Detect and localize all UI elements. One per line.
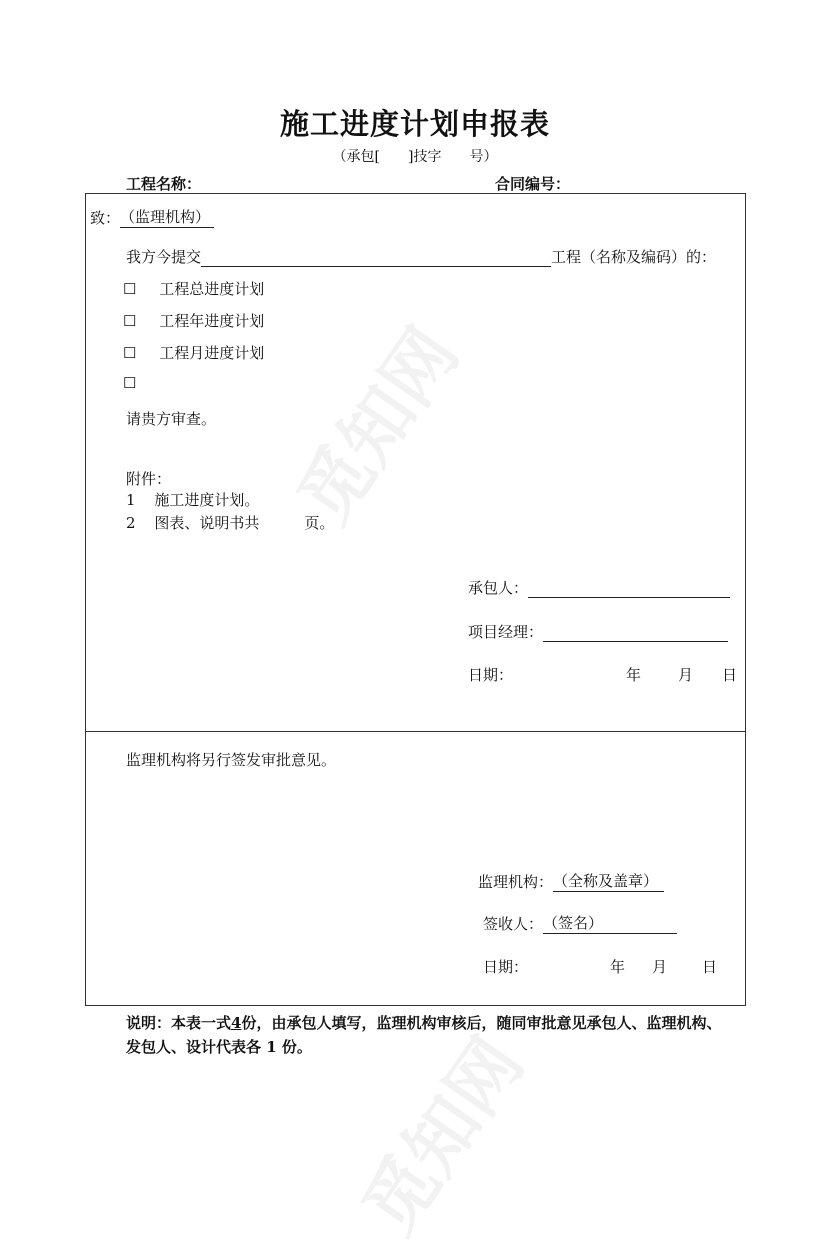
agency-value[interactable]: （全称及盖章） <box>553 870 664 892</box>
submission-section <box>85 193 746 732</box>
checkbox-icon[interactable]: ☐ <box>123 280 137 298</box>
to-value[interactable]: （监理机构） <box>120 206 214 228</box>
attachment-item <box>126 489 259 510</box>
date-label: 日期： <box>483 958 529 976</box>
project-manager-label: 项目经理： <box>468 623 544 641</box>
to-label: 致： <box>90 209 121 227</box>
attachment-number: 1 <box>126 491 136 509</box>
option-label: 工程月进度计划 <box>159 344 265 362</box>
document-title: 施工进度计划申报表 <box>279 107 550 141</box>
receiver-label: 签收人： <box>483 915 544 933</box>
agency-label: 监理机构： <box>478 873 554 891</box>
approval-section <box>85 731 746 1006</box>
addressee-line <box>90 206 214 228</box>
option-item <box>123 374 154 392</box>
agency-line <box>478 870 664 892</box>
checkbox-icon[interactable]: ☐ <box>123 374 137 392</box>
attachment-text: 施工进度计划。 <box>154 491 260 509</box>
day-label: 日 <box>722 666 738 684</box>
attachment-item <box>126 512 334 533</box>
contractor-label: 承包人： <box>468 579 529 597</box>
project-manager-line <box>468 621 728 642</box>
submit-prefix: 我方今提交 <box>126 248 202 266</box>
day-label: 日 <box>702 958 718 976</box>
option-item <box>123 278 264 299</box>
project-name-label: 工程名称： <box>126 175 202 193</box>
receiver-value[interactable]: （签名） <box>543 912 677 934</box>
option-item <box>123 342 264 363</box>
form-note <box>126 1011 726 1059</box>
option-item <box>123 310 264 331</box>
project-manager-signature-blank[interactable] <box>543 623 728 642</box>
note-text: 说明：本表一式 <box>126 1014 232 1032</box>
submit-line <box>126 246 716 267</box>
project-name-blank[interactable] <box>201 248 551 267</box>
note-text: 份，由承包人填写，监理机构审核后，随同审批意见承包人、监理机构、发包人、设计代表各 1 份。 <box>126 1014 722 1056</box>
month-label: 月 <box>652 958 668 976</box>
note-copies: 4 <box>231 1014 242 1032</box>
month-label: 月 <box>678 666 694 684</box>
approval-opinion: 监理机构将另行签发审批意见。 <box>126 751 337 769</box>
date-label: 日期： <box>468 666 514 684</box>
checkbox-icon[interactable]: ☐ <box>123 312 137 330</box>
contractor-line <box>468 577 730 598</box>
contract-number-label: 合同编号： <box>495 175 571 193</box>
contractor-signature-blank[interactable] <box>528 579 730 598</box>
document-subtitle: （承包[ ]技字 号） <box>332 149 498 165</box>
checkbox-icon[interactable]: ☐ <box>123 344 137 362</box>
watermark: 觅知网 <box>346 1022 540 1249</box>
watermark: 觅知网 <box>281 312 475 539</box>
attachment-number: 2 <box>126 514 136 532</box>
option-label: 工程总进度计划 <box>159 280 265 298</box>
attachment-text: 图表、说明书共 页。 <box>154 514 335 532</box>
attachments-label: 附件： <box>126 470 172 488</box>
year-label: 年 <box>610 958 626 976</box>
option-label: 工程年进度计划 <box>159 312 265 330</box>
submit-suffix: 工程（名称及编码）的： <box>551 248 717 266</box>
year-label: 年 <box>626 666 642 684</box>
review-request: 请贵方审查。 <box>126 410 217 428</box>
receiver-line <box>483 912 677 934</box>
